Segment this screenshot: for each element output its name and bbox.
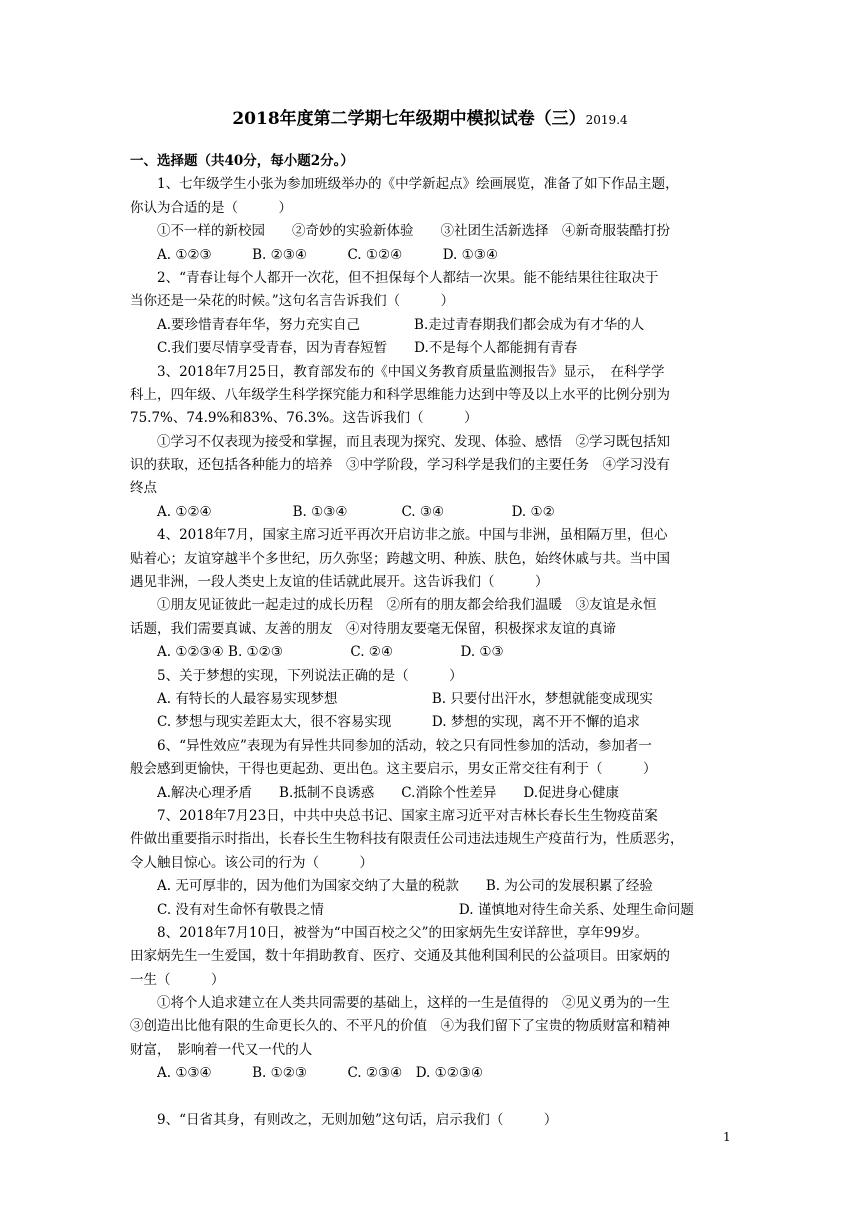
question-line: 遇见非洲，一段人类史上友谊的佳话就此展开。这告诉我们（ ） [130, 574, 549, 591]
answer-options: A. 有特长的人最容易实现梦想 B. 只要付出汗水，梦想就能变成现实 [157, 690, 653, 707]
question-line: 贴着心；友谊穿越半个多世纪，历久弥坚；跨越文明、种族、肤色，始终休戚与共。当中国 [130, 550, 670, 567]
option-line: 终点 [130, 480, 157, 497]
answer-options: A. 无可厚非的，因为他们为国家交纳了大量的税款 B. 为公司的发展积累了经验 [157, 878, 653, 895]
exam-body [130, 150, 730, 1132]
question-line: 一生（ ） [130, 971, 225, 988]
question-line: 你认为合适的是（ ） [130, 199, 292, 216]
question-line: 75.7%、74.9%和83%、76.3%。这告诉我们（ ） [130, 410, 478, 427]
answer-options: A. ①②④ B. ①③④ C. ③④ D. ①② [157, 503, 555, 520]
question-line: 3、2018年7月25日，教育部发布的《中国义务教育质量监测报告》显示， 在科学学 [157, 363, 665, 380]
section-heading: 一、选择题（共40分，每小题2分。） [130, 153, 354, 169]
option-line: ①将个人追求建立在人类共同需要的基础上，这样的一生是值得的 ②见义勇为的一生 [157, 995, 670, 1012]
question-line: 般会感到更愉快，干得也更起劲、更出色。这主要启示，男女正常交往有利于（ ） [130, 761, 657, 778]
exam-title [0, 104, 860, 129]
answer-options: C.我们要尽情享受青春，因为青春短暂 D.不是每个人都能拥有青春 [157, 340, 578, 357]
option-line: ①不一样的新校园 ②奇妙的实验新体验 ③社团生活新选择 ④新奇服装酷打扮 [157, 223, 670, 240]
option-line: 话题，我们需要真诚、友善的朋友 ④对待朋友要毫无保留，积极探求友谊的真谛 [130, 620, 616, 637]
question-line: 科上，四年级、八年级学生科学探究能力和科学思维能力达到中等及以上水平的比例分别为 [130, 386, 670, 403]
question-line: 4、2018年7月，国家主席习近平再次开启访非之旅。中国与非洲，虽相隔万里，但心 [157, 527, 668, 544]
question-line: 7、2018年7月23日，中共中央总书记、国家主席习近平对吉林长春长生生物疫苗案 [157, 807, 658, 824]
answer-options: A. ①②③④ B. ①②③ C. ②④ D. ①③ [157, 644, 504, 661]
question-line: 田家炳先生一生爱国，数十年捐助教育、医疗、交通及其他利国利民的公益项目。田家炳的 [130, 948, 670, 965]
answer-options: C. 梦想与现实差距太大，很不容易实现 D. 梦想的实现，离不开不懈的追求 [157, 714, 640, 731]
answer-options: A.解决心理矛盾 B.抵制不良诱惑 C.消除个性差异 D.促进身心健康 [157, 784, 620, 801]
blank-line [130, 1086, 730, 1109]
question-line: 1、七年级学生小张为参加班级举办的《中学新起点》绘画展览，准备了如下作品主题， [157, 176, 679, 193]
question-line: 当你还是一朵花的时候。”这句名言告诉我们（ ） [130, 293, 455, 310]
question-line: 2、“青春让每个人都开一次花，但不担保每个人都结一次果。能不能结果往往取决于 [157, 269, 659, 286]
question-line: 5、关于梦想的实现，下列说法正确的是（ ） [157, 667, 463, 684]
question-line: 件做出重要指示时指出，长春长生生物科技有限责任公司违法违规生产疫苗行为，性质恶劣， [130, 831, 684, 848]
option-line: 识的获取，还包括各种能力的培养 ③中学阶段，学习科学是我们的主要任务 ④学习没有 [130, 457, 670, 474]
answer-options: C. 没有对生命怀有敬畏之情 D. 谨慎地对待生命关系、处理生命问题 [157, 901, 694, 918]
answer-options: A. ①③④ B. ①②③ C. ②③④ D. ①②③④ [157, 1065, 484, 1082]
answer-options: A. ①②③ B. ②③④ C. ①②④ D. ①③④ [157, 246, 498, 263]
option-line: 财富， 影响着一代又一代的人 [130, 1041, 313, 1058]
question-line: 6、“异性效应”表现为有异性共同参加的活动，较之只有同性参加的活动，参加者一 [157, 737, 652, 754]
answer-options: A.要珍惜青春年华，努力充实自己 B.走过青春期我们都会成为有才华的人 [157, 316, 645, 333]
option-line: ①朋友见证彼此一起走过的成长历程 ②所有的朋友都会给我们温暖 ③友谊是永恒 [157, 597, 657, 614]
option-line: ③创造出比他有限的生命更长久的、不平凡的价值 ④为我们留下了宝贵的物质财富和精神 [130, 1018, 670, 1035]
question-line: 8、2018年7月10日，被誉为“中国百校之父”的田家炳先生安详辞世，享年99岁。 [157, 924, 649, 941]
exam-date: 2019.4 [585, 113, 628, 127]
option-line: ①学习不仅表现为接受和掌握，而且表现为探究、发现、体验、感悟 ②学习既包括知 [157, 433, 670, 450]
exam-title-text: 2018年度第二学期七年级期中模拟试卷（三） [232, 109, 586, 129]
page-number: 1 [723, 1130, 731, 1144]
question-line: 令人触目惊心。该公司的行为（ ） [130, 854, 373, 871]
question-line: 9、“日省其身，有则改之，无则加勉”这句话，启示我们（ ） [157, 1112, 558, 1129]
